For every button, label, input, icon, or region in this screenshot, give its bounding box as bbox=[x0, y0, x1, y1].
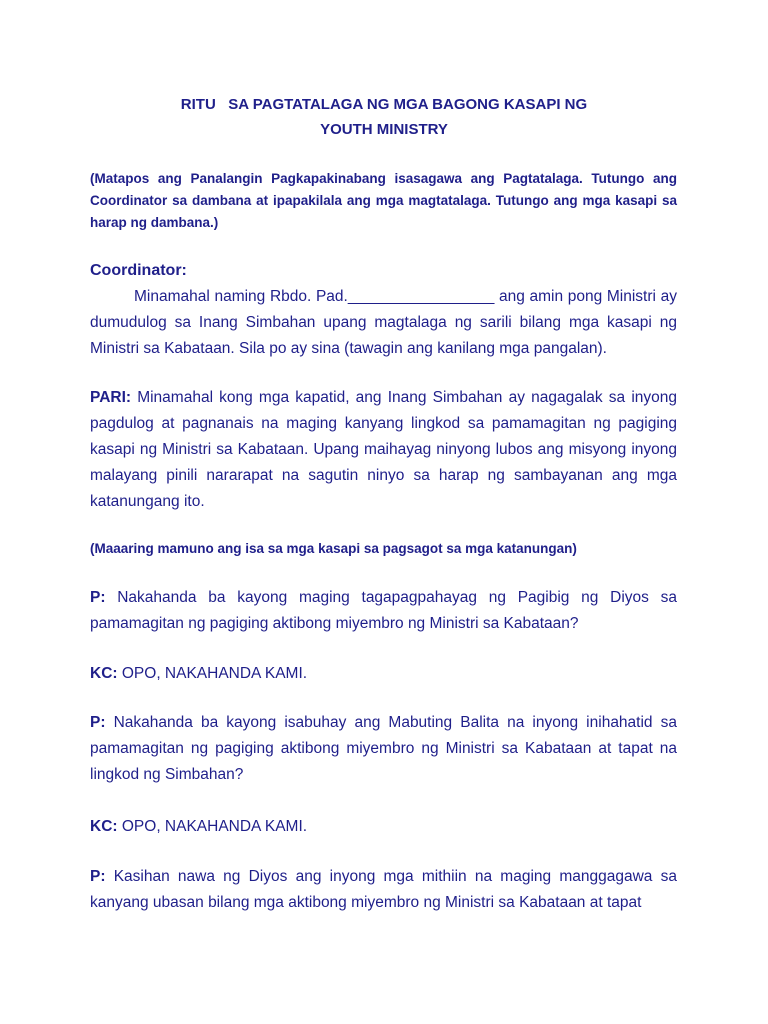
document-title-line-1: RITU SA PAGTATALAGA NG MGA BAGONG KASAPI NG bbox=[180, 96, 588, 113]
document-title-line-2: YOUTH MINISTRY bbox=[320, 121, 448, 138]
speaker-label: PARI: bbox=[90, 389, 132, 406]
mid-instruction: (Maaaring mamuno ang isa sa mga kasapi sa pagsagot sa mga katanungan) bbox=[90, 541, 577, 556]
dialogue-text: Nakahanda ba kayong isabuhay ang Mabuting Balita na inyong inihahatid sa pamamagitan ng pagiging aktibong miyembro ng Ministri sa Kabataan at tapat na lingkod ng Simbahan? bbox=[90, 714, 677, 783]
speaker-label: P: bbox=[90, 589, 106, 606]
speaker-label: KC: bbox=[90, 665, 118, 682]
dialogue-text: OPO, NAKAHANDA KAMI. bbox=[117, 665, 308, 682]
dialogue-text: OPO, NAKAHANDA KAMI. bbox=[117, 818, 308, 835]
dialogue-line bbox=[90, 814, 677, 840]
speaker-label: P: bbox=[90, 714, 106, 731]
dialogue-line bbox=[90, 710, 677, 788]
dialogue-line bbox=[90, 661, 677, 687]
pari-paragraph bbox=[90, 385, 677, 515]
intro-instruction: (Matapos ang Panalangin Pagkapakinabang isasagawa ang Pagtatalaga. Tutungo ang Coordinator sa dambana at ipapakilala ang mga magtatalaga. Tutungo ang mga kasapi sa harap ng dambana.) bbox=[90, 171, 677, 230]
pari-text: Minamahal kong mga kapatid, ang Inang Simbahan ay nagagalak sa inyong pagdulog at pagnanais na maging kanyang lingkod sa pamamagitan ng pagiging kasapi ng Ministri sa Kabataan. Upang maihayag ninyong lubos ang misyong inyong malayang pinili nararapat na sagutin ninyo sa harap ng sambayanan ang mga katanungang ito. bbox=[90, 389, 677, 510]
dialogue-text: Kasihan nawa ng Diyos ang inyong mga mithiin na maging manggagawa sa kanyang ubasan bilang mga aktibong miyembro ng Ministri sa Kabataan at tapat bbox=[90, 868, 677, 911]
coordinator-text: Minamahal naming Rbdo. Pad._________________ ang amin pong Ministri ay dumudulog sa Inang Simbahan upang magtalaga ng sarili bilang mga kasapi ng Ministri sa Kabataan. Sila po ay sina (tawagin ang kanilang mga pangalan). bbox=[90, 288, 677, 357]
dialogue-text: Nakahanda ba kayong maging tagapagpahayag ng Pagibig ng Diyos sa pamamagitan ng pagiging aktibong miyembro ng Ministri sa Kabataan? bbox=[90, 589, 677, 632]
coordinator-section bbox=[90, 258, 677, 362]
speaker-label: KC: bbox=[90, 818, 118, 835]
speaker-label: P: bbox=[90, 868, 106, 885]
coordinator-label: Coordinator: bbox=[90, 262, 187, 279]
dialogue-line bbox=[90, 585, 677, 637]
dialogue-line bbox=[90, 864, 677, 916]
